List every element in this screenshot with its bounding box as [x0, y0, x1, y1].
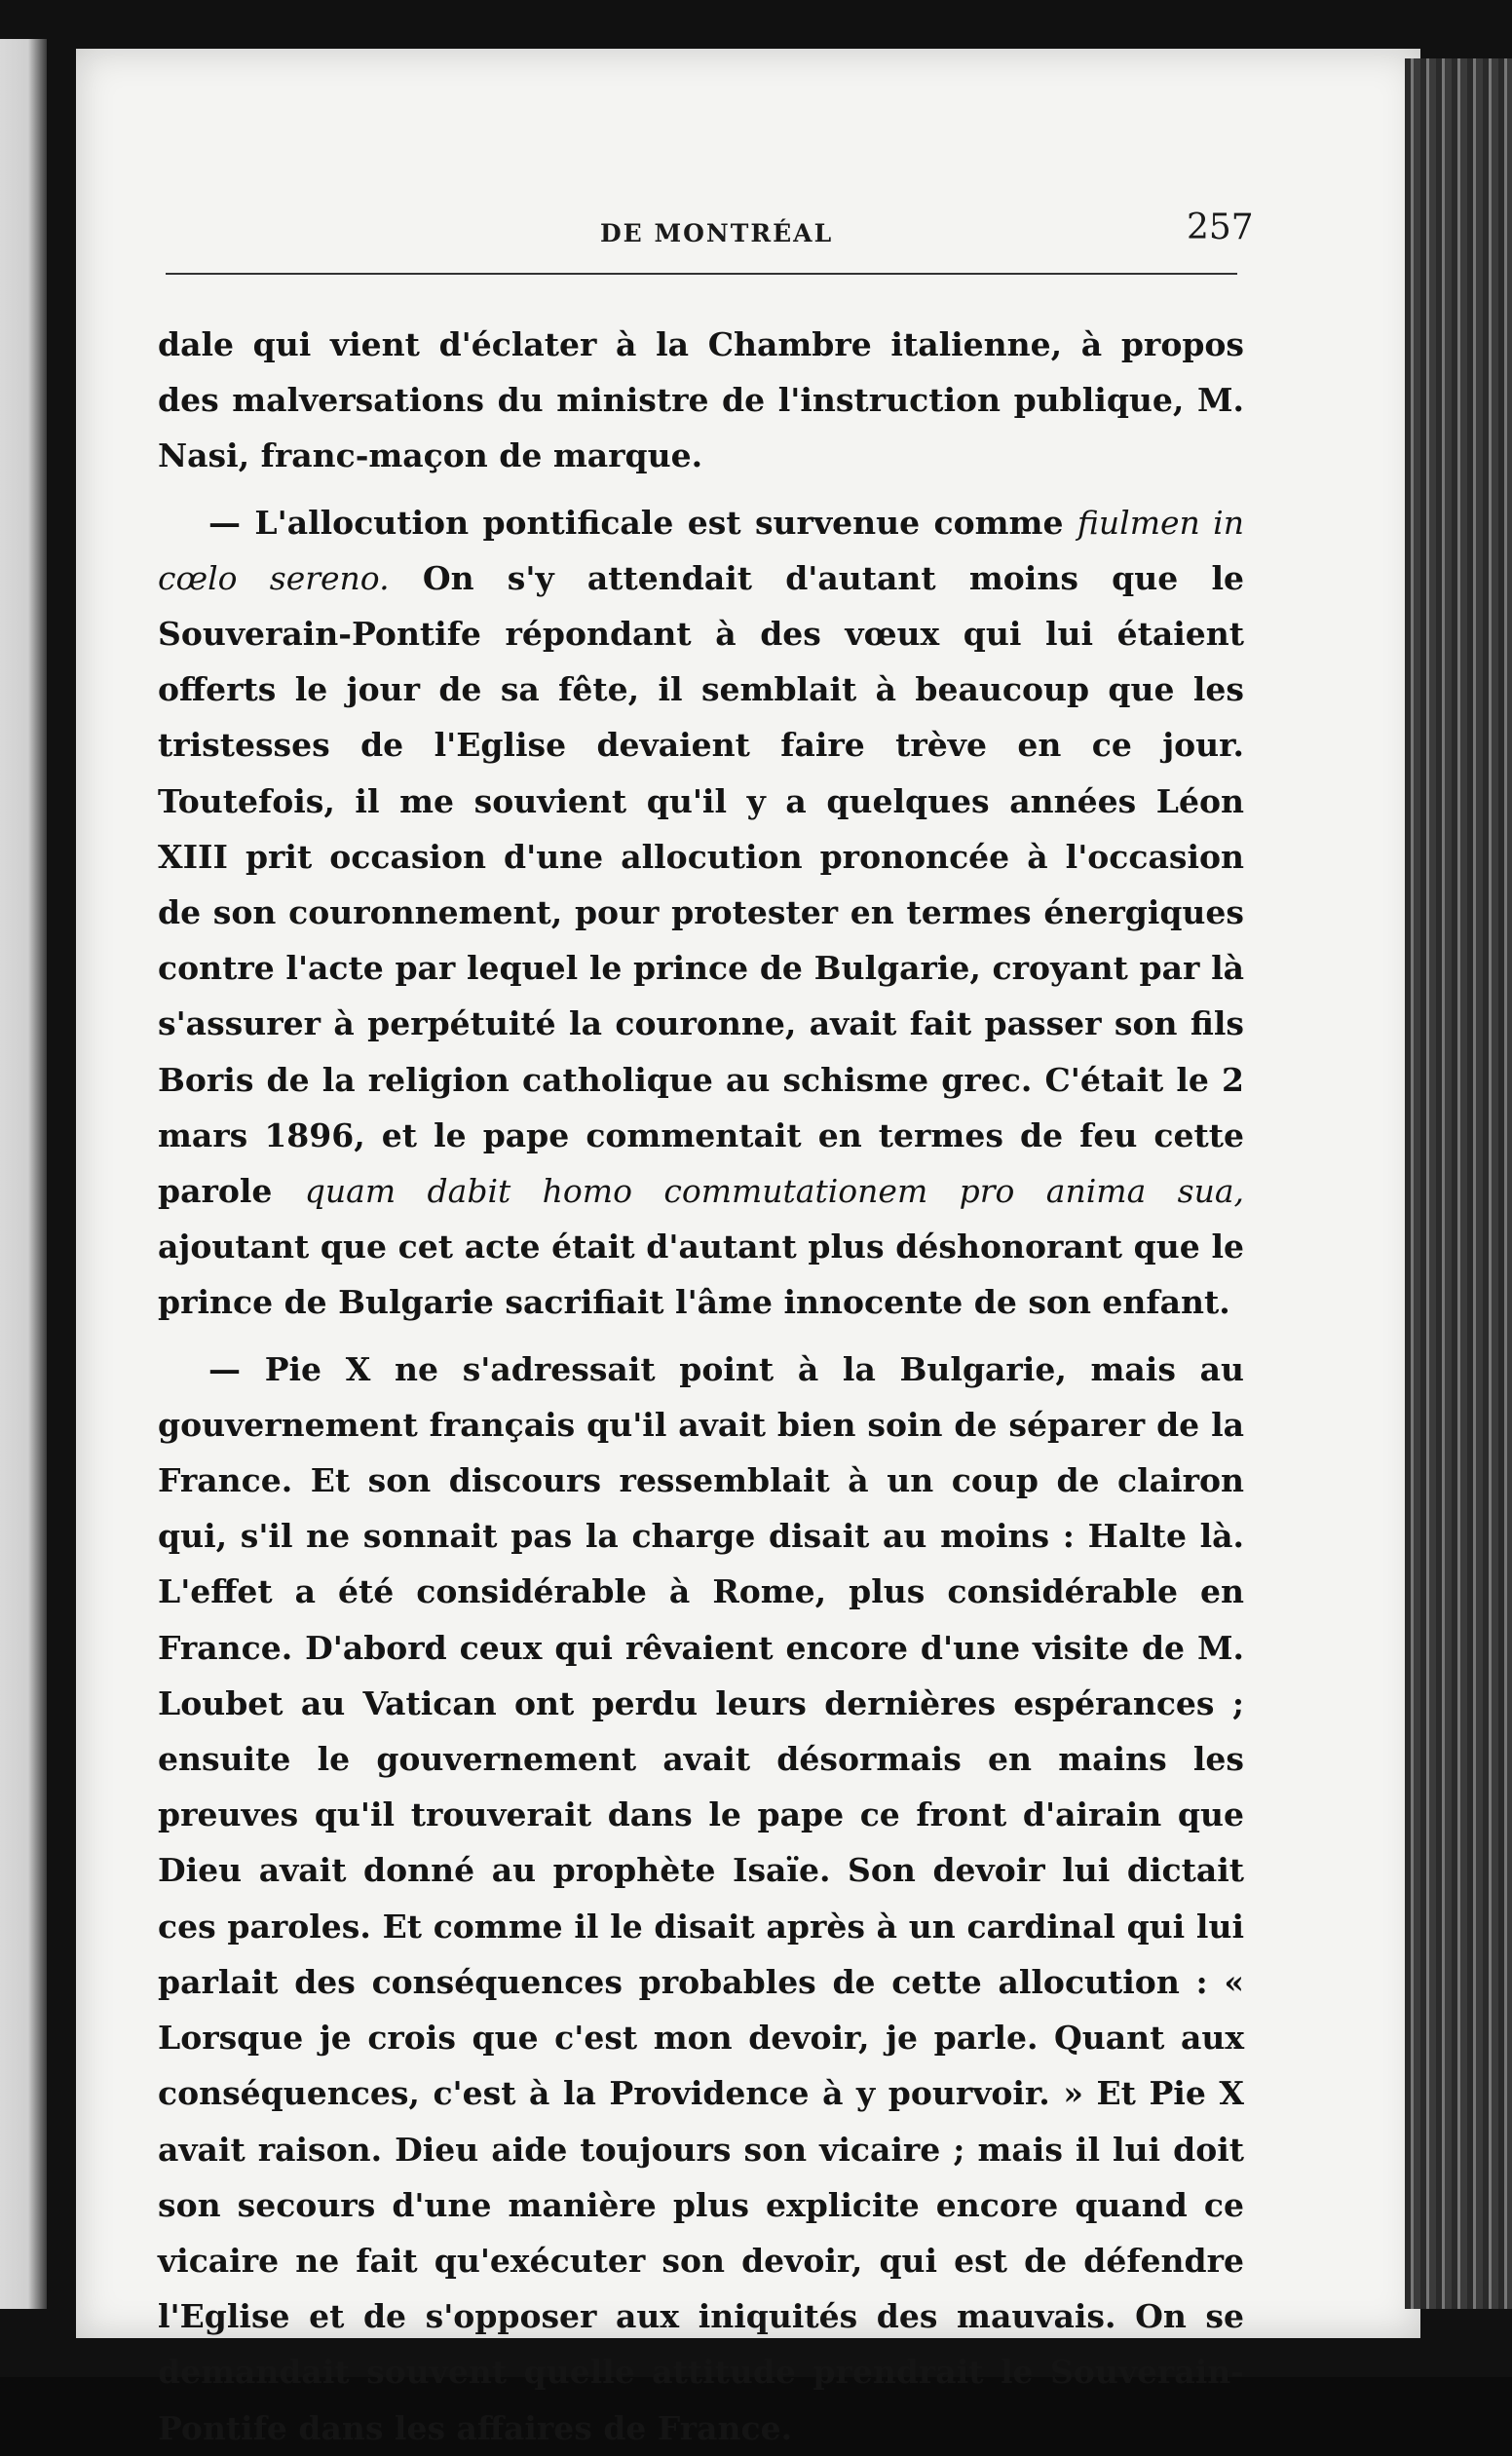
paragraph-2-text-c: On s'y attendait d'autant moins que le Souverain-Pontife répondant à des vœux qui lui étaient offerts le jour de sa fête, il semblait à beaucoup que les tristesses de l'Eglise devaient faire trève en ce jour. Toutefois, il me souvient qu'il y a quelques années Léon XIII prit occasion d'une allocution prononcée à l'occasion de son couronnement, pour protester en termes énergiques contre l'acte par lequel le prince de Bulgarie, croyant par là s'assurer à perpétuité la couronne, avait fait passer son fils Boris de la religion catholique au schisme grec. C'était le 2 mars 1896, et le pape commentait en termes de feu cette parole — [158, 558, 1244, 1211]
latin-quote-fulmen: fiulmen in cœlo sereno. — [158, 503, 1244, 597]
paragraph-3: — Pie X ne s'adressait point à la Bulgarie, mais au gouvernement français qu'il avait bien soin de séparer de la France. Et son discours ressemblait à un coup de clairon qui, s'il ne sonnait pas la charge disait au moins : Halte là. L'effet a été considérable à Rome, plus considérable en France. D'abord ceux qui rêvaient encore d'une visite de M. Loubet au Vatican ont perdu leurs dernières espérances ; ensuite le gouvernement avait désormais en mains les preuves qu'il trouverait dans le pape ce front d'airain que Dieu avait donné au prophète Isaïe. Son devoir lui dictait ces paroles. Et comme il le disait après à un cardinal qui lui parlait des conséquences probables de cette allocution : « Lorsque je crois que c'est mon devoir, je parle. Quant aux conséquences, c'est à la Providence à y pourvoir. » Et Pie X avait raison. Dieu aide toujours son vicaire ; mais il lui doit son secours d'une manière plus explicite encore quand ce vicaire ne fait qu'exécuter son devoir, qui est de défendre l'Eglise et de s'opposer aux iniquités des mauvais. On se demandait souvent quelle attitude prendrait le Souverain-Pontife dans les affaires de France. — [158, 1349, 1244, 2447]
header-rule — [166, 273, 1237, 275]
previous-page-edge — [0, 39, 47, 2309]
latin-quote-commutationem: quam dabit homo commutationem pro anima sua, — [304, 1172, 1244, 1211]
running-head — [76, 200, 1420, 258]
page-number: 257 — [1187, 208, 1254, 247]
paragraph-2-text-a: — L'allocution pontificale est survenue comme — [208, 503, 1077, 542]
paragraph-2-text-e: ajoutant que cet acte était d'autant plus déshonorant que le prince de Bulgarie sacrifiait l'âme innocente de son enfant. — [158, 1228, 1244, 1322]
body-text — [158, 317, 1244, 2456]
running-title: DE MONTRÉAL — [600, 219, 834, 247]
paragraph-1: dale qui vient d'éclater à la Chambre italienne, à propos des malversations du ministre de l'instruction publique, M. Nasi, franc-maçon de marque. — [158, 325, 1244, 475]
book-fore-edge — [1405, 58, 1512, 2309]
paragraph-2 — [158, 495, 1244, 1331]
